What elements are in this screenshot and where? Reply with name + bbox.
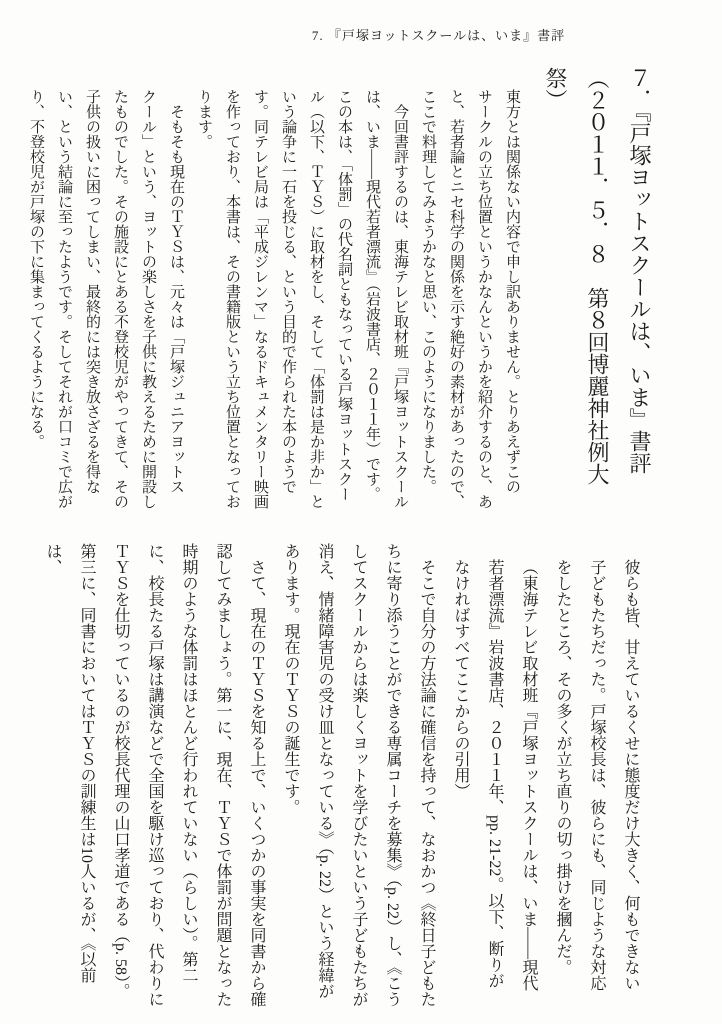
article-title xyxy=(534,67,660,511)
discussion-paragraph: そこで自分の方法論に確信を持って、なおかつ《終日子どもたちに寄り添うことができる専属コーチを募集》（p. 22）し、《こうしてスクールからは楽しくヨットを学びたいという子どもたちが消え、情緒障害児の受け皿となっている》（p. 22）という経緯があります。現在のＴＹＳの誕生です。 xyxy=(282,543,435,1007)
quote-text: 彼らも皆、甘えているくせに態度だけ大きく、何もできない子どもたちだった。戸塚校長は、彼らにも、同じような対応をしたところ、その多くが立ち直りの切っ掛けを摑んだ。 xyxy=(554,559,639,991)
article-title-main: ７．『戸塚ヨットスクールは、いま』書評 xyxy=(627,67,652,474)
lower-text-block xyxy=(35,543,647,1007)
intro-paragraph: そもそも現在のＴＹＳは、元々は「戸塚ジュニアヨットスクール」という、ヨットの楽しさを子供に教えるために開設したものでした。その施設にとある不登校児がやってきて、その子供の扱いに困ってしまい、最終的には突き放さざるを得ない、という結論に至ったようです。そしてそれが口コミで広がり、不登校児が戸塚の下に集まってくるようになる。 xyxy=(28,89,184,509)
running-header: 7. 『戸塚ヨットスクールは、いま』書評 xyxy=(311,28,566,43)
upper-text-block xyxy=(22,67,660,509)
intro-paragraph: 今回書評するのは、東海テレビ取材班『戸塚ヨットスクールは、いま――現代若者漂流』（岩波書店、２０１１年）です。この本は、「体罰」の代名詞ともなっている戸塚ヨットスクール（以下、ＴＹＳ）に取材をし、そして「体罰は是か非か」という論争に一石を投じる、という目的で作られた本のようです。同テレビ局は「平成ジレンマ」なるドキュメンタリー映画を作っており、本書は、その書籍版という立ち位置となっております。 xyxy=(196,89,408,509)
intro-paragraph: 東方とは関係ない内容で申し訳ありません。とりあえずこのサークルの立ち位置というかなんというかを紹介するのと、あと、若者論とニセ科学の関係を示す絶好の素材があったので、ここで料理してみようかなと思い、このようになりました。 xyxy=(420,89,520,509)
block-quote xyxy=(443,543,647,1007)
intro-text xyxy=(22,75,526,509)
quote-citation: （東海テレビ取材班『戸塚ヨットスクールは、いま――現代若者漂流』岩波書店、２０１１年、pp. 21-22。以下、断りがなければすべてここからの引用） xyxy=(452,559,537,991)
article-title-event-date: （２０１１．５．８ 第８回博麗神社例大祭） xyxy=(543,67,610,485)
discussion-paragraph: さて、現在のＴＹＳを知る上で、いくつかの事実を同書から確認してみましょう。第一に、現在、ＴＹＳで体罰が問題となった時期のような体罰はほとんど行われていない（らしい）。第二に、校長たる戸塚は講演などで全国を駆け巡っており、代わりにＴＹＳを仕切っているのが校長代理の山口孝道である（p. 58）。第三に、同書においてはＴＹＳの訓練生は10人いるが、《以前は、 xyxy=(44,543,265,1007)
